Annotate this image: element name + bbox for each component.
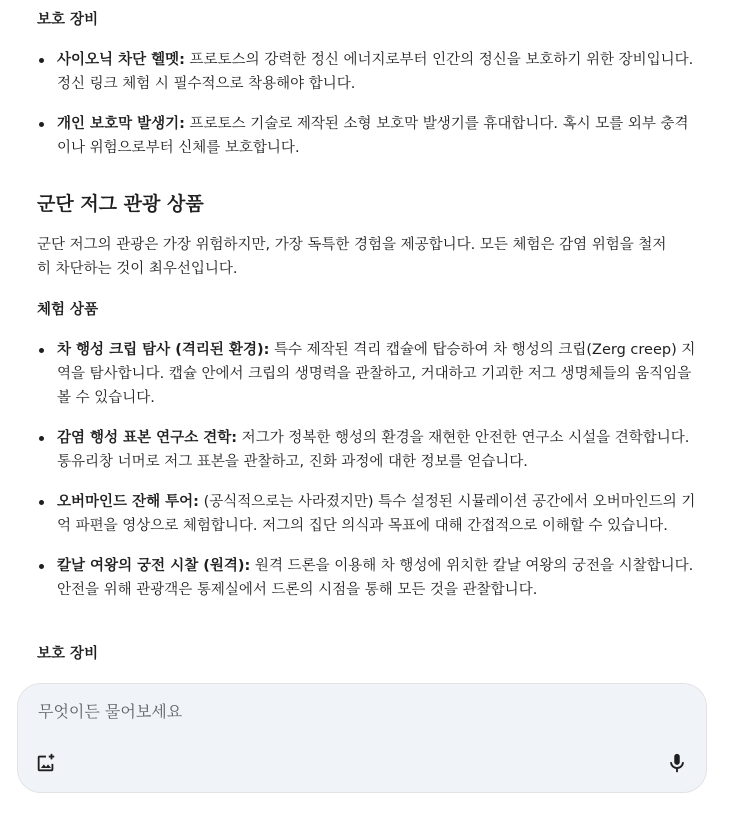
tour-list <box>37 338 697 602</box>
item-text: 특수 제작된 격리 캡슐에 탑승하여 차 행성의 크립(Zerg creep) 지역을 탐사합니다. 캡슐 안에서 크립의 생명력을 관찰하고, 거대하고 기괴한 저그 생명체들의 움직임을 볼 수 있습니다. <box>57 342 696 406</box>
list-item <box>37 490 697 538</box>
prompt-input[interactable] <box>38 702 638 721</box>
section-title: 군단 저그 관광 상품 <box>37 193 204 215</box>
add-image-icon <box>35 752 57 774</box>
add-image-button[interactable] <box>32 749 60 777</box>
item-title: 감염 행성 표본 연구소 견학: <box>57 430 238 446</box>
item-title: 사이오닉 차단 헬멧: <box>57 52 185 68</box>
item-text: 프로토스의 강력한 정신 에너지로부터 인간의 정신을 보호하기 위한 장비입니다. 정신 링크 체험 시 필수적으로 착용해야 합니다. <box>57 52 694 92</box>
list-item <box>37 338 697 410</box>
list-item <box>37 554 697 602</box>
item-title: 오버마인드 잔해 투어: <box>57 494 199 510</box>
protective-gear-heading: 보호 장비 <box>37 12 99 28</box>
section-intro: 군단 저그의 관광은 가장 위험하지만, 가장 독특한 경험을 제공합니다. 모든 체험은 감염 위험을 철저히 차단하는 것이 최우선입니다. <box>37 237 667 277</box>
item-text: 원격 드론을 이용해 차 행성에 위치한 칼날 여왕의 궁전을 시찰합니다. 안전을 위해 관광객은 통제실에서 드론의 시점을 통해 모든 것을 관찰합니다. <box>57 558 694 598</box>
mic-icon <box>666 752 688 774</box>
list-item <box>37 112 697 160</box>
item-title: 개인 보호막 발생기: <box>57 116 185 132</box>
tours-heading: 체험 상품 <box>37 302 99 318</box>
protective-gear-list <box>37 48 697 160</box>
item-text: 저그가 정복한 행성의 환경을 재현한 안전한 연구소 시설을 견학합니다. 통유리창 너머로 저그 표본을 관찰하고, 진화 과정에 대한 정보를 얻습니다. <box>57 430 690 470</box>
prompt-composer <box>17 683 707 793</box>
list-item <box>37 48 697 96</box>
item-title: 칼날 여왕의 궁전 시찰 (원격): <box>57 558 251 574</box>
mic-button[interactable] <box>663 749 691 777</box>
item-title: 차 행성 크립 탐사 (격리된 환경): <box>57 342 270 358</box>
list-item <box>37 426 697 474</box>
protective-gear-heading-2: 보호 장비 <box>37 646 99 662</box>
item-text: 프로토스 기술로 제작된 소형 보호막 발생기를 휴대합니다. 혹시 모를 외부 충격이나 위험으로부터 신체를 보호합니다. <box>57 116 689 156</box>
item-text: (공식적으로는 사라졌지만) 특수 설정된 시뮬레이션 공간에서 오버마인드의 기억 파편을 영상으로 체험합니다. 저그의 집단 의식과 목표에 대해 간접적으로 이해할 수 있습니다. <box>57 494 696 534</box>
